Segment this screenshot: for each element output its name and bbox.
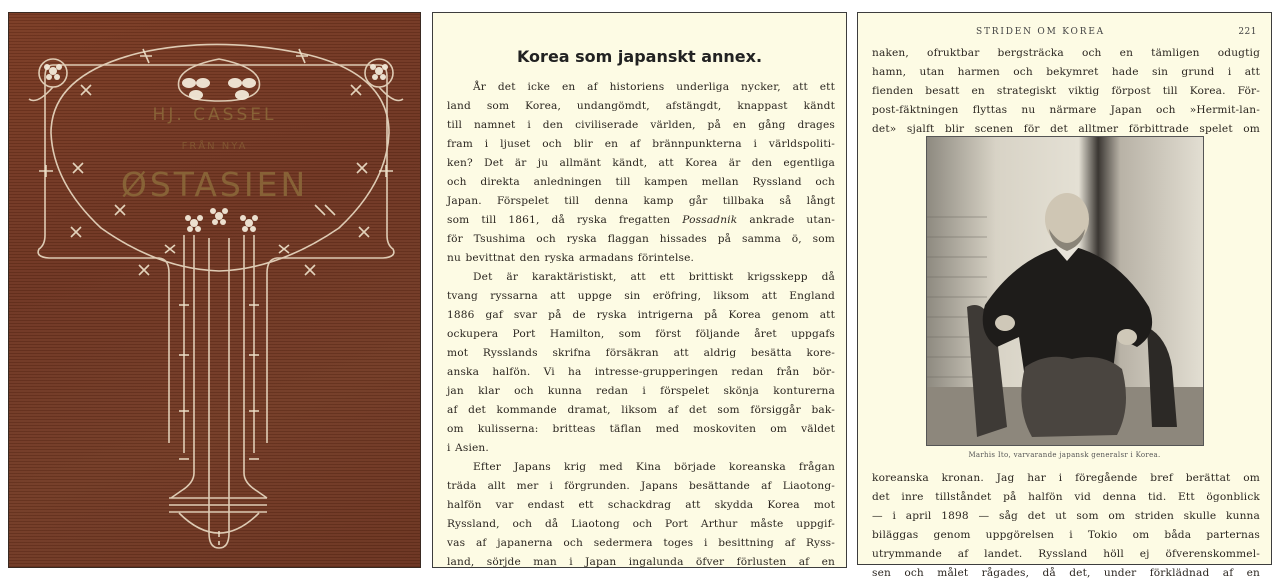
text-line: af det kommande dramat, liksom af det som försiggår bak- — [447, 404, 835, 416]
text-line: biläggas genom uppgörelsen i Tokio om båda parternas — [872, 529, 1260, 541]
portrait-photo — [926, 136, 1204, 446]
text-line: tvang ryssarna att uppge sin eröfring, liksom att England — [447, 290, 835, 302]
text-line: ken? Det är ju allmänt kändt, att Korea är den egentliga — [447, 157, 835, 169]
chapter-title: Korea som japanskt annex. — [516, 47, 763, 66]
text-line: — i april 1898 — såg det ut som om striden skulle kunna — [872, 510, 1260, 522]
text-line: Japan. Förspelet till denna kamp går tillbaka så långt — [447, 195, 835, 207]
text-line: i Asien. — [447, 442, 489, 454]
seated-man-photo — [927, 137, 1203, 445]
text-line: 1886 gaf svar på de ryska intrigerna på Korea genom att — [447, 309, 835, 321]
running-head-title: STRIDEN OM KOREA — [976, 27, 1105, 37]
text-line: hamn, utan harmen och bekymret hade sin grund i att — [872, 66, 1260, 78]
text-line: Efter Japans krig med Kina började koreanska frågan — [473, 461, 835, 473]
text-line: land, sörjde man i Japan ingalunda öfver förlusten af en — [447, 556, 835, 568]
text-line: År det icke en af historiens underliga nycker, att ett — [473, 81, 835, 93]
chapter-page — [432, 12, 847, 568]
illustrated-page — [857, 12, 1272, 579]
text-line: fram i ljuset och blir en af brännpunkterna i världspoliti- — [447, 138, 835, 150]
text-line: vas af japanerna och sedermera toges i besittning af Ryss- — [447, 537, 835, 549]
text-line: träda allt mer i förgrunden. Japans besättande af Liaotong- — [447, 480, 835, 492]
text-line: det inre tillståndet på halfön vid denna tid. Ett ögonblick — [872, 491, 1260, 503]
text-line: till namnet i den civiliserade världen, på en gång drages — [447, 119, 835, 131]
cover-subtitle: FRÅN NYA — [181, 141, 248, 152]
text-line: Ryssland, och då Liaotong och Port Arthur måste uppgif- — [447, 518, 835, 530]
text-line: ockupera Port Hamilton, som först följande året uppgafs — [447, 328, 835, 340]
text-line: jan klar och kunna redan i förspelet skönja konturerna — [447, 385, 835, 397]
text-line: anska halfön. Vi ha intresse-grupperingen redan från bör- — [447, 366, 835, 378]
text-line: som till 1861, då ryska fregatten Possadnik ankrade utan- — [447, 214, 835, 226]
page-number: 221 — [1238, 27, 1257, 37]
text-line: fienden besatt en strategiskt viktig förpost till Korea. För- — [872, 85, 1260, 97]
art-nouveau-ornament — [9, 13, 421, 568]
text-line: utrymmande af landet. Ryssland höll ej öfverenskommel- — [872, 548, 1260, 560]
text-line: koreanska kronan. Jag har i föregående bref berättat om — [872, 472, 1260, 484]
text-line: mot Rysslands skrifna försäkran att aldrig besätta kore- — [447, 347, 835, 359]
text-line: om kulisserna: britteas täflan med moskoviten om väldet — [447, 423, 835, 435]
book-cover — [8, 12, 421, 568]
cover-author: HJ. CASSEL — [152, 105, 277, 125]
text-line: land som Korea, undangömdt, afstängdt, knappast kändt — [447, 100, 835, 112]
text-line: och direkta anledningen till kampen mellan Ryssland och — [447, 176, 835, 188]
text-line: det» sjalft blir scenen för det alltmer förbittrade spelet om — [872, 123, 1260, 135]
photo-caption: Marhis Ito, varvarande japansk generalsr i Korea. — [968, 451, 1161, 459]
text-line: sen och målet rågades, då det, under förklädnad af en — [872, 567, 1260, 579]
text-line: Det är karaktäristiskt, att ett brittiskt krigsskepp då — [473, 271, 835, 283]
cover-title: ØSTASIEN — [120, 165, 309, 204]
chapter-body — [447, 78, 835, 572]
text-line: för Tsushima och ryska flaggan hissades på samma ö, som — [447, 233, 835, 245]
text-line: halfön var endast ett schackdrag att skydda Korea mot — [447, 499, 835, 511]
text-line: nu bevittnat den ryska armadans förintelse. — [447, 252, 695, 264]
text-line: naken, ofruktbar bergsträcka och en tämligen odugtig — [872, 47, 1260, 59]
page-body-top — [872, 44, 1260, 139]
page-body-bottom — [872, 469, 1260, 583]
text-line: post-fäktningen flyttas nu närmare Japan och »Hermit-lan- — [872, 104, 1260, 116]
